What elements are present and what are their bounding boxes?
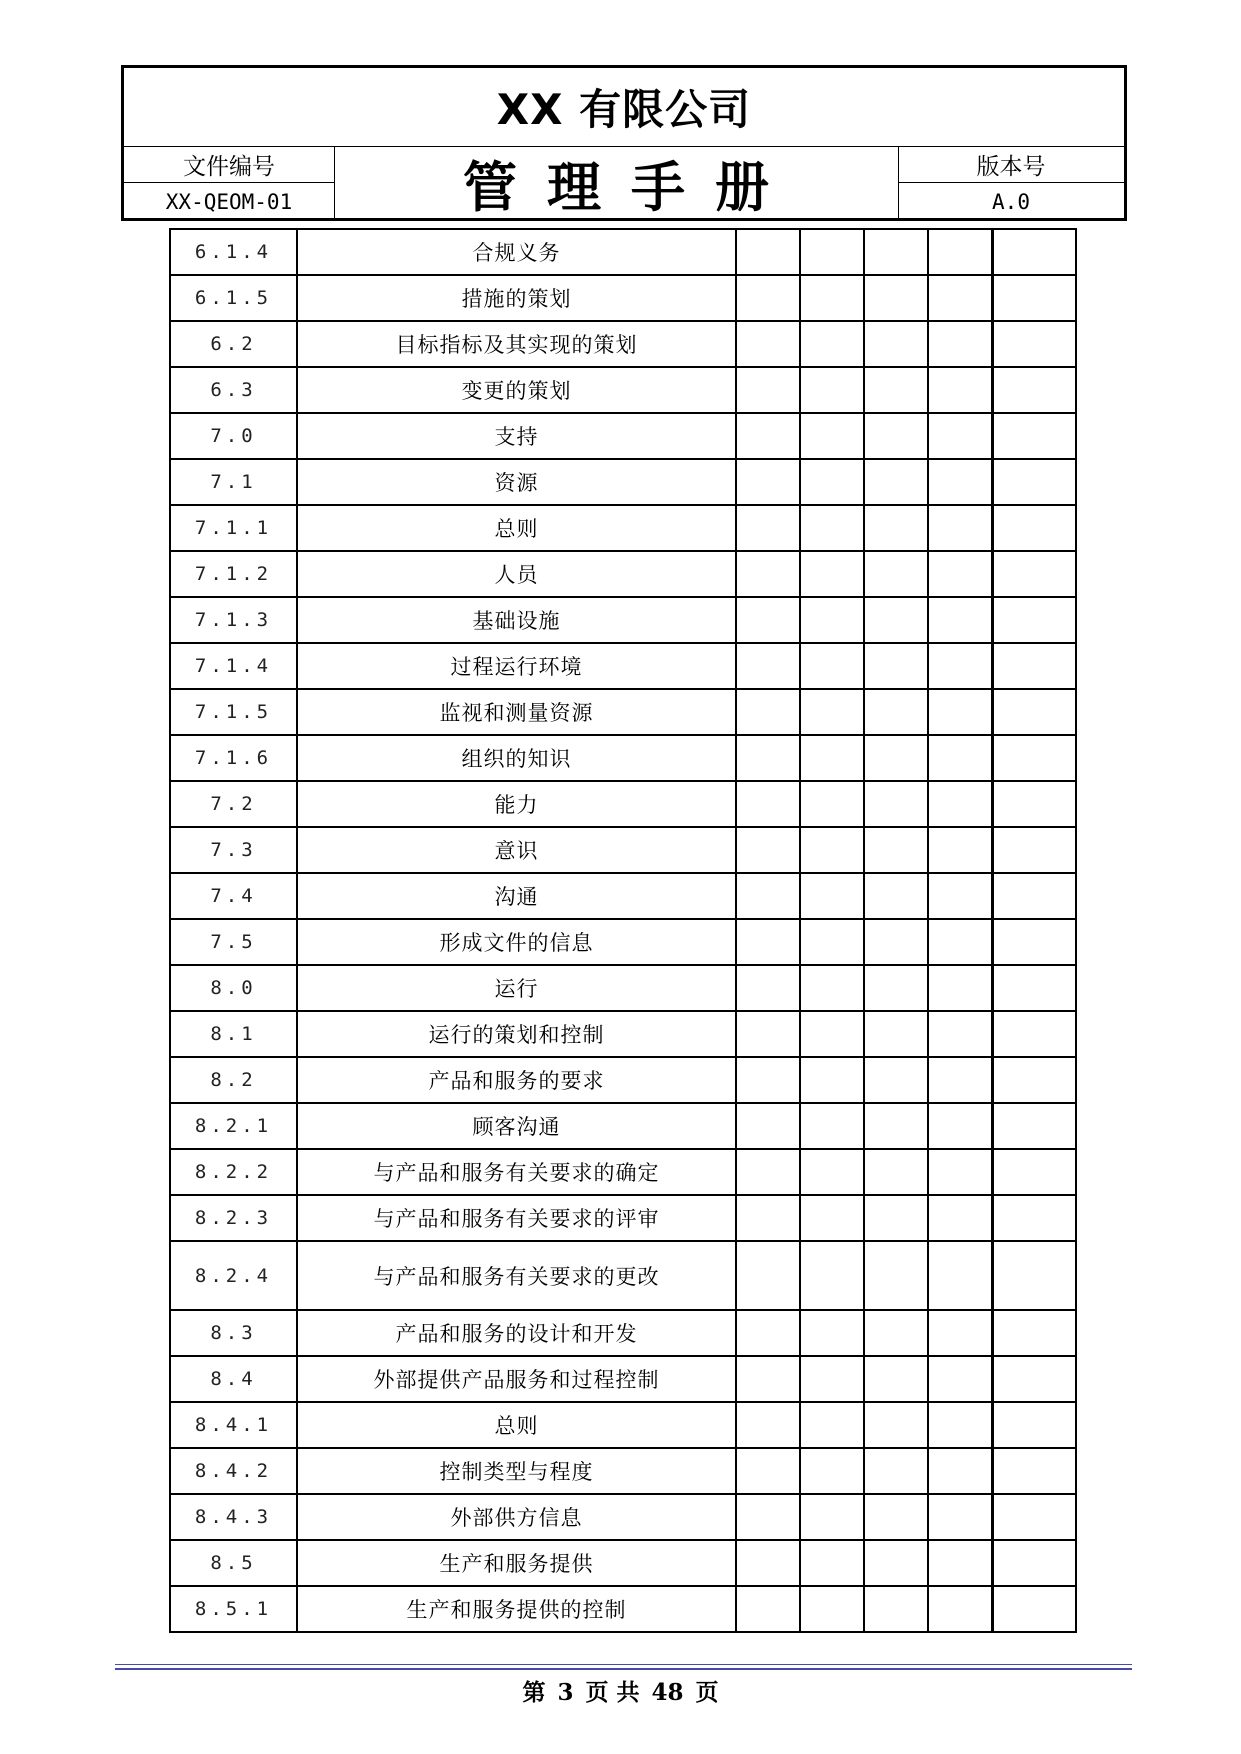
empty-cell xyxy=(864,1057,928,1103)
empty-cell xyxy=(736,919,800,965)
empty-cell xyxy=(800,1103,864,1149)
section-title: 与产品和服务有关要求的更改 xyxy=(297,1241,736,1310)
empty-cell xyxy=(992,735,1076,781)
empty-cell xyxy=(800,229,864,275)
empty-cell xyxy=(928,321,992,367)
empty-cell xyxy=(736,275,800,321)
empty-cell xyxy=(992,781,1076,827)
empty-cell xyxy=(736,689,800,735)
empty-cell xyxy=(992,1057,1076,1103)
section-title: 支持 xyxy=(297,413,736,459)
section-title: 产品和服务的要求 xyxy=(297,1057,736,1103)
empty-cell xyxy=(736,1103,800,1149)
table-row xyxy=(170,919,1076,965)
empty-cell xyxy=(992,1402,1076,1448)
empty-cell xyxy=(800,275,864,321)
empty-cell xyxy=(736,827,800,873)
empty-cell xyxy=(992,643,1076,689)
company-name: XX 有限公司 xyxy=(496,85,752,134)
empty-cell xyxy=(736,965,800,1011)
section-number: 8.4.3 xyxy=(170,1494,297,1540)
section-number: 6.3 xyxy=(170,367,297,413)
empty-cell xyxy=(928,551,992,597)
empty-cell xyxy=(928,873,992,919)
section-number: 7.1.5 xyxy=(170,689,297,735)
section-title: 资源 xyxy=(297,459,736,505)
section-number: 7.2 xyxy=(170,781,297,827)
table-row xyxy=(170,459,1076,505)
empty-cell xyxy=(800,781,864,827)
empty-cell xyxy=(928,689,992,735)
table-row xyxy=(170,965,1076,1011)
empty-cell xyxy=(992,689,1076,735)
empty-cell xyxy=(800,1011,864,1057)
empty-cell xyxy=(736,873,800,919)
table-row xyxy=(170,1195,1076,1241)
empty-cell xyxy=(800,1494,864,1540)
section-title: 运行的策划和控制 xyxy=(297,1011,736,1057)
section-title: 与产品和服务有关要求的确定 xyxy=(297,1149,736,1195)
empty-cell xyxy=(928,1149,992,1195)
empty-cell xyxy=(992,1149,1076,1195)
empty-cell xyxy=(800,919,864,965)
empty-cell xyxy=(736,1540,800,1586)
table-row xyxy=(170,735,1076,781)
empty-cell xyxy=(928,1241,992,1310)
section-title: 生产和服务提供的控制 xyxy=(297,1586,736,1632)
empty-cell xyxy=(928,827,992,873)
empty-cell xyxy=(928,1195,992,1241)
empty-cell xyxy=(736,1402,800,1448)
empty-cell xyxy=(992,1356,1076,1402)
table-row xyxy=(170,1149,1076,1195)
empty-cell xyxy=(864,1103,928,1149)
empty-cell xyxy=(992,597,1076,643)
empty-cell xyxy=(928,1310,992,1356)
section-title: 人员 xyxy=(297,551,736,597)
empty-cell xyxy=(992,1586,1076,1632)
section-number: 8.3 xyxy=(170,1310,297,1356)
empty-cell xyxy=(736,1310,800,1356)
page-prefix: 第 xyxy=(522,1679,546,1706)
empty-cell xyxy=(992,1195,1076,1241)
empty-cell xyxy=(736,781,800,827)
table-row xyxy=(170,597,1076,643)
empty-cell xyxy=(800,1586,864,1632)
empty-cell xyxy=(992,505,1076,551)
empty-cell xyxy=(800,689,864,735)
empty-cell xyxy=(864,689,928,735)
section-title: 过程运行环境 xyxy=(297,643,736,689)
empty-cell xyxy=(736,597,800,643)
empty-cell xyxy=(992,1494,1076,1540)
table-row xyxy=(170,1356,1076,1402)
section-number: 7.5 xyxy=(170,919,297,965)
empty-cell xyxy=(864,1540,928,1586)
empty-cell xyxy=(928,505,992,551)
section-title: 总则 xyxy=(297,505,736,551)
empty-cell xyxy=(800,1540,864,1586)
empty-cell xyxy=(928,919,992,965)
doc-no-value: XX-QEOM-01 xyxy=(165,189,293,214)
empty-cell xyxy=(736,551,800,597)
empty-cell xyxy=(736,459,800,505)
empty-cell xyxy=(736,1586,800,1632)
empty-cell xyxy=(928,413,992,459)
empty-cell xyxy=(992,919,1076,965)
section-number: 7.1.6 xyxy=(170,735,297,781)
section-number: 7.1.4 xyxy=(170,643,297,689)
empty-cell xyxy=(800,367,864,413)
empty-cell xyxy=(736,413,800,459)
section-title: 合规义务 xyxy=(297,229,736,275)
section-title: 生产和服务提供 xyxy=(297,1540,736,1586)
empty-cell xyxy=(992,965,1076,1011)
empty-cell xyxy=(928,735,992,781)
table-row xyxy=(170,643,1076,689)
empty-cell xyxy=(864,1310,928,1356)
empty-cell xyxy=(800,1241,864,1310)
empty-cell xyxy=(864,505,928,551)
empty-cell xyxy=(800,459,864,505)
empty-cell xyxy=(736,1011,800,1057)
empty-cell xyxy=(736,1241,800,1310)
empty-cell xyxy=(864,827,928,873)
empty-cell xyxy=(736,1356,800,1402)
empty-cell xyxy=(992,1103,1076,1149)
section-number: 7.4 xyxy=(170,873,297,919)
section-number: 8.5.1 xyxy=(170,1586,297,1632)
empty-cell xyxy=(800,1448,864,1494)
empty-cell xyxy=(864,367,928,413)
empty-cell xyxy=(992,1310,1076,1356)
empty-cell xyxy=(736,1494,800,1540)
empty-cell xyxy=(864,735,928,781)
section-number: 8.1 xyxy=(170,1011,297,1057)
section-number: 6.1.4 xyxy=(170,229,297,275)
empty-cell xyxy=(864,643,928,689)
empty-cell xyxy=(736,1448,800,1494)
empty-cell xyxy=(736,367,800,413)
contents-table xyxy=(169,228,1077,1633)
section-title: 措施的策划 xyxy=(297,275,736,321)
empty-cell xyxy=(864,229,928,275)
section-number: 7.1.1 xyxy=(170,505,297,551)
empty-cell xyxy=(800,827,864,873)
section-title: 控制类型与程度 xyxy=(297,1448,736,1494)
table-row xyxy=(170,1402,1076,1448)
section-title: 意识 xyxy=(297,827,736,873)
table-row xyxy=(170,367,1076,413)
footer-rule xyxy=(115,1664,1132,1665)
section-title: 监视和测量资源 xyxy=(297,689,736,735)
document-header xyxy=(121,65,1127,221)
empty-cell xyxy=(864,919,928,965)
table-row xyxy=(170,689,1076,735)
section-number: 8.0 xyxy=(170,965,297,1011)
table-row xyxy=(170,1448,1076,1494)
table-row xyxy=(170,1586,1076,1632)
empty-cell xyxy=(992,1448,1076,1494)
section-number: 7.1.3 xyxy=(170,597,297,643)
empty-cell xyxy=(864,1586,928,1632)
section-title: 外部提供产品服务和过程控制 xyxy=(297,1356,736,1402)
empty-cell xyxy=(992,551,1076,597)
section-title: 与产品和服务有关要求的评审 xyxy=(297,1195,736,1241)
footer-rule xyxy=(115,1668,1132,1670)
empty-cell xyxy=(864,1402,928,1448)
section-number: 7.3 xyxy=(170,827,297,873)
empty-cell xyxy=(928,965,992,1011)
section-title: 顾客沟通 xyxy=(297,1103,736,1149)
section-number: 8.2.4 xyxy=(170,1241,297,1310)
empty-cell xyxy=(992,367,1076,413)
empty-cell xyxy=(736,1195,800,1241)
table-row xyxy=(170,1241,1076,1310)
section-number: 8.4.2 xyxy=(170,1448,297,1494)
empty-cell xyxy=(992,275,1076,321)
empty-cell xyxy=(928,643,992,689)
section-title: 形成文件的信息 xyxy=(297,919,736,965)
table-row xyxy=(170,321,1076,367)
section-title: 总则 xyxy=(297,1402,736,1448)
empty-cell xyxy=(864,597,928,643)
empty-cell xyxy=(928,1586,992,1632)
section-title: 沟通 xyxy=(297,873,736,919)
empty-cell xyxy=(736,321,800,367)
empty-cell xyxy=(928,781,992,827)
empty-cell xyxy=(800,735,864,781)
table-row xyxy=(170,551,1076,597)
empty-cell xyxy=(736,229,800,275)
empty-cell xyxy=(928,367,992,413)
empty-cell xyxy=(864,1356,928,1402)
section-title: 变更的策划 xyxy=(297,367,736,413)
empty-cell xyxy=(864,965,928,1011)
empty-cell xyxy=(736,505,800,551)
empty-cell xyxy=(800,1310,864,1356)
table-row xyxy=(170,873,1076,919)
empty-cell xyxy=(992,1540,1076,1586)
empty-cell xyxy=(736,735,800,781)
empty-cell xyxy=(928,1356,992,1402)
table-row xyxy=(170,275,1076,321)
empty-cell xyxy=(864,459,928,505)
empty-cell xyxy=(800,413,864,459)
table-row xyxy=(170,1103,1076,1149)
section-number: 8.2.2 xyxy=(170,1149,297,1195)
section-title: 产品和服务的设计和开发 xyxy=(297,1310,736,1356)
empty-cell xyxy=(864,873,928,919)
empty-cell xyxy=(800,551,864,597)
empty-cell xyxy=(864,1494,928,1540)
manual-title: 管理手册 xyxy=(463,156,799,219)
table-row xyxy=(170,505,1076,551)
empty-cell xyxy=(992,1011,1076,1057)
empty-cell xyxy=(992,1241,1076,1310)
empty-cell xyxy=(864,1448,928,1494)
empty-cell xyxy=(928,275,992,321)
empty-cell xyxy=(992,459,1076,505)
empty-cell xyxy=(864,275,928,321)
empty-cell xyxy=(928,1540,992,1586)
empty-cell xyxy=(736,1149,800,1195)
table-row xyxy=(170,1494,1076,1540)
empty-cell xyxy=(864,321,928,367)
empty-cell xyxy=(864,413,928,459)
table-row xyxy=(170,413,1076,459)
section-title: 组织的知识 xyxy=(297,735,736,781)
empty-cell xyxy=(928,1057,992,1103)
table-row xyxy=(170,1310,1076,1356)
empty-cell xyxy=(928,1103,992,1149)
table-row xyxy=(170,827,1076,873)
section-title: 基础设施 xyxy=(297,597,736,643)
page-suffix: 页 xyxy=(695,1679,719,1706)
empty-cell xyxy=(992,413,1076,459)
empty-cell xyxy=(928,1494,992,1540)
table-row xyxy=(170,1540,1076,1586)
empty-cell xyxy=(800,505,864,551)
table-row xyxy=(170,1011,1076,1057)
empty-cell xyxy=(800,1149,864,1195)
version-value: A.0 xyxy=(992,189,1030,214)
table-row xyxy=(170,781,1076,827)
current-page: 3 xyxy=(557,1679,574,1706)
total-pages: 48 xyxy=(651,1679,684,1706)
empty-cell xyxy=(864,781,928,827)
empty-cell xyxy=(864,1195,928,1241)
section-title: 运行 xyxy=(297,965,736,1011)
empty-cell xyxy=(800,1195,864,1241)
section-number: 7.0 xyxy=(170,413,297,459)
section-number: 7.1 xyxy=(170,459,297,505)
empty-cell xyxy=(800,643,864,689)
empty-cell xyxy=(992,229,1076,275)
empty-cell xyxy=(800,1402,864,1448)
empty-cell xyxy=(928,597,992,643)
section-title: 外部供方信息 xyxy=(297,1494,736,1540)
empty-cell xyxy=(800,597,864,643)
section-number: 8.5 xyxy=(170,1540,297,1586)
empty-cell xyxy=(800,1057,864,1103)
section-number: 8.4 xyxy=(170,1356,297,1402)
empty-cell xyxy=(992,321,1076,367)
empty-cell xyxy=(928,229,992,275)
empty-cell xyxy=(736,643,800,689)
section-number: 6.1.5 xyxy=(170,275,297,321)
table-row xyxy=(170,1057,1076,1103)
empty-cell xyxy=(992,827,1076,873)
empty-cell xyxy=(864,1149,928,1195)
section-number: 8.2 xyxy=(170,1057,297,1103)
empty-cell xyxy=(928,1402,992,1448)
empty-cell xyxy=(928,1448,992,1494)
empty-cell xyxy=(736,1057,800,1103)
empty-cell xyxy=(864,1241,928,1310)
contents-table-body xyxy=(170,229,1076,1632)
page-mid: 页 共 xyxy=(585,1679,640,1706)
empty-cell xyxy=(992,873,1076,919)
empty-cell xyxy=(864,1011,928,1057)
section-number: 8.2.3 xyxy=(170,1195,297,1241)
empty-cell xyxy=(800,965,864,1011)
section-number: 7.1.2 xyxy=(170,551,297,597)
empty-cell xyxy=(800,1356,864,1402)
section-number: 8.4.1 xyxy=(170,1402,297,1448)
empty-cell xyxy=(800,321,864,367)
empty-cell xyxy=(928,1011,992,1057)
section-number: 6.2 xyxy=(170,321,297,367)
empty-cell xyxy=(800,873,864,919)
version-label: 版本号 xyxy=(976,153,1046,180)
table-row xyxy=(170,229,1076,275)
empty-cell xyxy=(864,551,928,597)
doc-no-label: 文件编号 xyxy=(183,153,275,180)
page-number xyxy=(0,1674,1241,1707)
section-title: 目标指标及其实现的策划 xyxy=(297,321,736,367)
empty-cell xyxy=(928,459,992,505)
section-number: 8.2.1 xyxy=(170,1103,297,1149)
section-title: 能力 xyxy=(297,781,736,827)
